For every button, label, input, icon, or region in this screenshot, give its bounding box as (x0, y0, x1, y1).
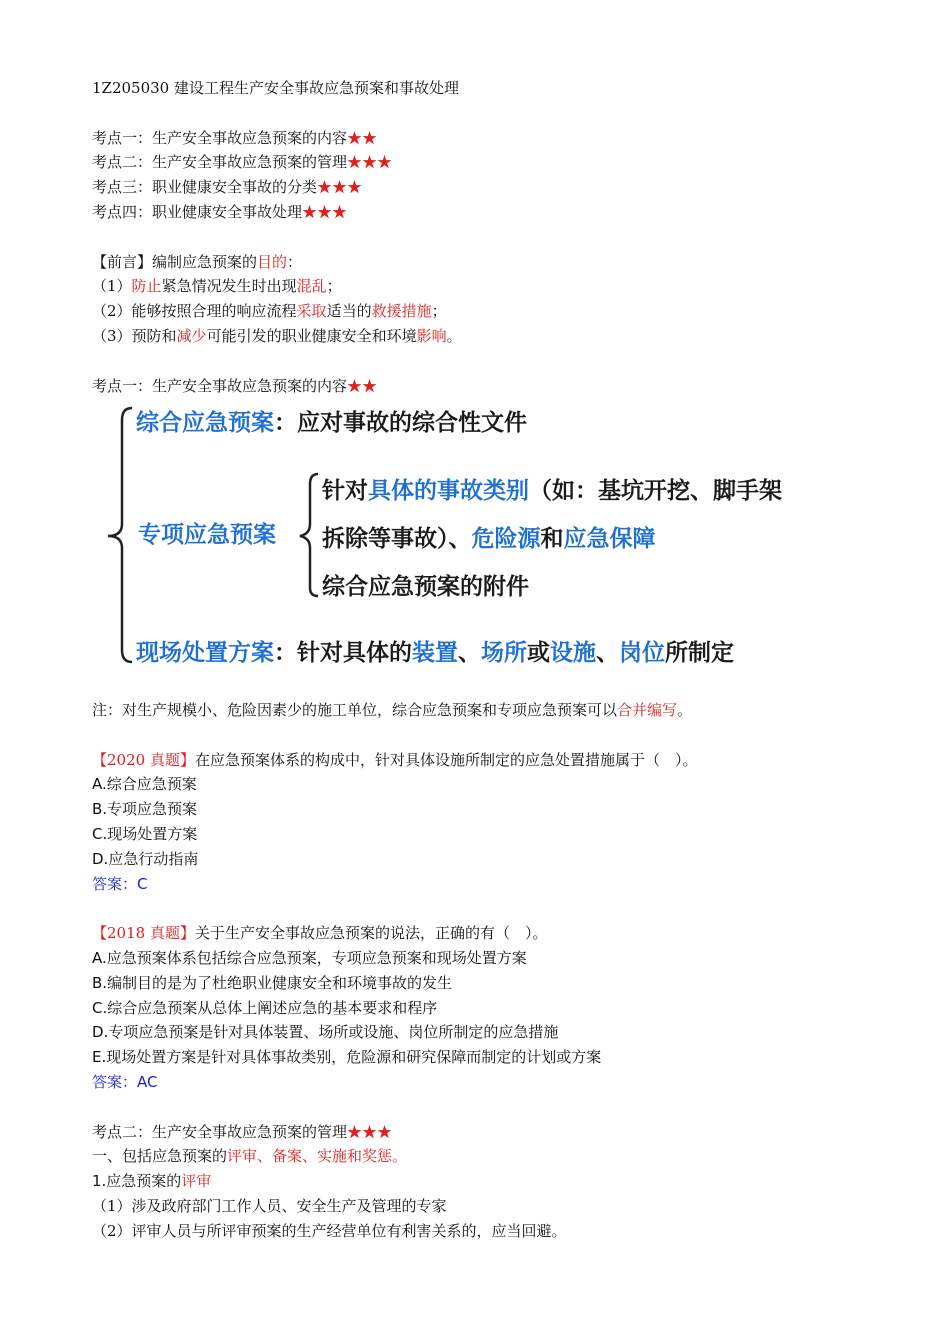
document-header: 1Z205030 建设工程生产安全事故应急预案和事故处理 (92, 79, 459, 97)
comprehensive-plan-row (136, 404, 527, 437)
text: 拆除等事故）、 (322, 526, 472, 552)
topic-3 (92, 175, 892, 200)
highlight: 防止 (131, 277, 162, 296)
text: 或 (527, 640, 550, 666)
plan-title: 综合应急预案 (136, 410, 274, 436)
highlight: 岗位 (619, 640, 665, 666)
option: C.现场处置方案 (92, 824, 198, 843)
highlight: 场所 (481, 640, 527, 666)
option: E.现场处置方案是针对具体事故类别，危险源和研究保障而制定的计划或方案 (92, 1048, 602, 1067)
highlight: 混乱 (296, 277, 327, 296)
section-2-line-2 (92, 1169, 892, 1194)
text: 针对 (322, 478, 368, 504)
text: 、 (596, 640, 619, 666)
special-plan-line-2 (322, 520, 656, 553)
special-plan-line-1 (322, 472, 782, 505)
section-2-line-1 (92, 1144, 892, 1169)
topic-1 (92, 126, 892, 151)
emergency-plan-diagram (100, 400, 880, 680)
highlight: 设施 (550, 640, 596, 666)
highlight: 采取 (296, 302, 327, 321)
sub-brace (300, 474, 318, 596)
text: ； (326, 277, 342, 296)
topic-label: 考点四：职业健康安全事故处理 (92, 202, 303, 221)
section-2-heading (92, 1120, 892, 1145)
answer: 答案：AC (92, 1072, 158, 1091)
preface-item-2 (92, 299, 892, 324)
text: 可能引发的职业健康安全和环境 (206, 326, 417, 345)
text: 紧急情况发生时出现 (161, 277, 297, 296)
highlight: 应急保障 (563, 526, 656, 552)
highlight: 具体的事故类别 (368, 478, 529, 504)
rating-stars: ★★ (347, 376, 378, 395)
text: 1.应急预案的 (92, 1172, 182, 1191)
highlight: 目的 (257, 252, 288, 271)
topic-4 (92, 200, 892, 225)
option: B.专项应急预案 (92, 800, 198, 819)
preface-item-3 (92, 324, 892, 349)
text: 、 (458, 640, 481, 666)
question-2018-stem (92, 921, 892, 946)
section-label: 考点一：生产安全事故应急预案的内容 (92, 376, 348, 395)
topic-label: 考点三：职业健康安全事故的分类 (92, 178, 318, 197)
question-text: 关于生产安全事故应急预案的说法，正确的有（ ）。 (194, 924, 548, 943)
text: （如：基坑开挖、脚手架 (529, 478, 782, 504)
text: 一、包括应急预案的 (92, 1147, 228, 1166)
note (92, 698, 892, 723)
question-tag: 【2018 真题】 (92, 924, 195, 943)
special-plan-line-3: 综合应急预案的附件 (322, 574, 529, 600)
option: D.专项应急预案是针对具体装置、场所或设施、岗位所制定的应急措施 (92, 1023, 559, 1042)
highlight: 危险源 (471, 526, 541, 552)
text: 适当的 (326, 302, 372, 321)
text: ： (287, 252, 303, 271)
plan-title: 现场处置方案 (136, 640, 274, 666)
highlight: 评审、备案、实施和奖惩。 (227, 1147, 408, 1166)
preface-item-1 (92, 274, 892, 299)
option: A.综合应急预案 (92, 775, 197, 794)
option: C.综合应急预案从总体上阐述应急的基本要求和程序 (92, 998, 438, 1017)
topic-label: 考点一：生产安全事故应急预案的内容 (92, 128, 348, 147)
highlight: 减少 (176, 326, 207, 345)
option: A.应急预案体系包括综合应急预案，专项应急预案和现场处置方案 (92, 948, 527, 967)
plan-desc: ：应对事故的综合性文件 (274, 410, 527, 436)
section-1-heading (92, 374, 892, 399)
option: D.应急行动指南 (92, 849, 199, 868)
text: 。 (677, 701, 693, 719)
document-page (92, 76, 892, 398)
question-2020-stem (92, 748, 892, 773)
text: 和 (540, 526, 564, 552)
topic-2 (92, 150, 892, 175)
text: （2）能够按照合理的响应流程 (92, 302, 297, 321)
text: 。 (446, 326, 462, 345)
text: 所制定 (665, 640, 734, 666)
rating-stars: ★★★ (347, 153, 393, 172)
rating-stars: ★★★ (347, 1122, 393, 1141)
text: 【前言】编制应急预案的 (92, 252, 258, 271)
question-tag: 【2020 真题】 (92, 750, 195, 769)
text: （1） (92, 277, 132, 296)
option: B.编制目的是为了杜绝职业健康安全和环境事故的发生 (92, 973, 453, 992)
highlight: 评审 (181, 1172, 212, 1191)
onsite-plan-row (136, 634, 734, 667)
highlight: 救援措施 (371, 302, 432, 321)
text: （3）预防和 (92, 326, 177, 345)
topic-label: 考点二：生产安全事故应急预案的管理 (92, 153, 348, 172)
rating-stars: ★★★ (302, 202, 348, 221)
section-2-line-4: （2）评审人员与所评审预案的生产经营单位有利害关系的，应当回避。 (92, 1221, 567, 1240)
section-label: 考点二：生产安全事故应急预案的管理 (92, 1122, 348, 1141)
highlight: 合并编写 (617, 701, 678, 719)
special-plan-title: 专项应急预案 (138, 522, 276, 548)
rating-stars: ★★★ (317, 178, 363, 197)
text: ：针对具体的 (274, 640, 412, 666)
answer: 答案：C (92, 874, 148, 893)
highlight: 装置 (412, 640, 458, 666)
text: 注：对生产规模小、危险因素少的施工单位，综合应急预案和专项应急预案可以 (92, 701, 618, 719)
document-page-lower (92, 698, 892, 1244)
text: ； (431, 302, 447, 321)
rating-stars: ★★ (347, 128, 378, 147)
section-2-line-3: （1）涉及政府部门工作人员、安全生产及管理的专家 (92, 1196, 447, 1215)
main-brace (108, 408, 132, 662)
question-text: 在应急预案体系的构成中，针对具体设施所制定的应急处置措施属于（ ）。 (194, 750, 698, 769)
highlight: 影响 (416, 326, 447, 345)
preface-heading (92, 250, 892, 275)
